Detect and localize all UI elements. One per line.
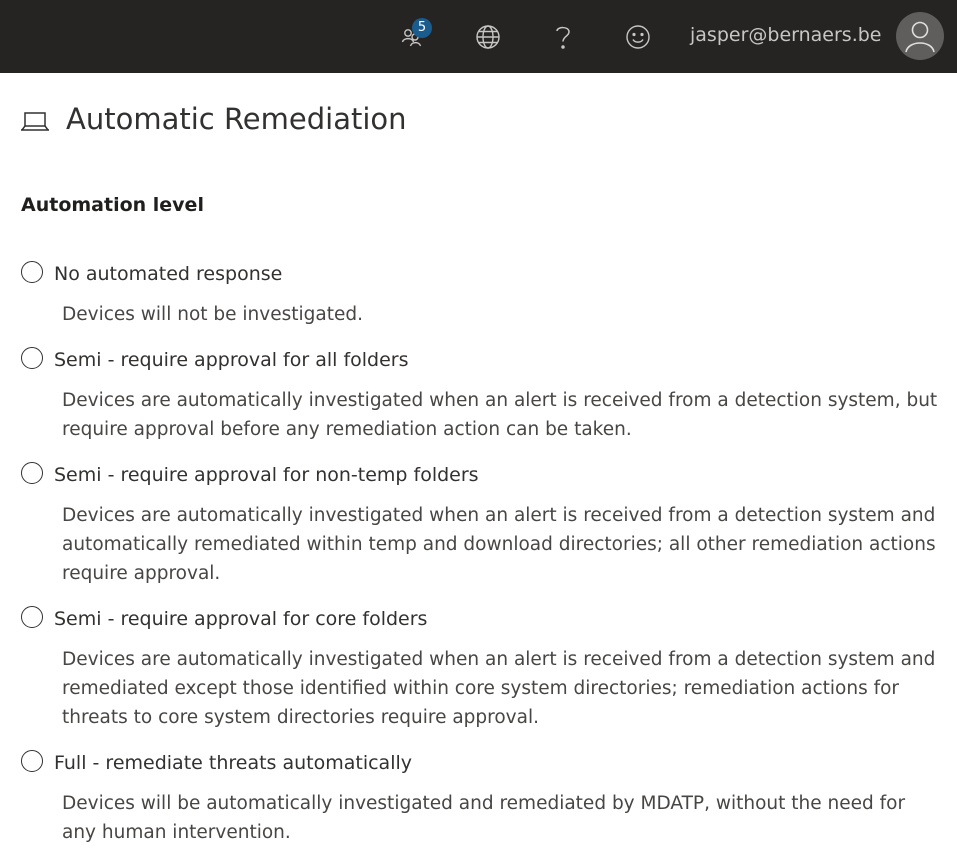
radio-semi-all-folders[interactable] <box>21 347 43 369</box>
notification-count-badge: 5 <box>412 18 432 38</box>
user-email[interactable]: jasper@bernaers.be <box>690 24 882 46</box>
option-label[interactable]: Semi - require approval for all folders <box>54 349 409 371</box>
feedback-smiley-icon <box>625 24 651 50</box>
option-label[interactable]: Semi - require approval for core folders <box>54 608 428 630</box>
option-label[interactable]: Semi - require approval for non-temp folders <box>54 464 479 486</box>
laptop-icon <box>20 110 50 138</box>
help-button[interactable] <box>541 14 585 60</box>
option-description: Devices are automatically investigated when an alert is received from a detection system and remediated except those identified within core system directories; remediation actions for threats to core system directories require approval. <box>62 649 936 728</box>
option-label[interactable]: No automated response <box>54 263 283 285</box>
globe-icon <box>475 24 501 50</box>
top-bar <box>0 0 957 73</box>
option-description: Devices are automatically investigated when an alert is received from a detection system, but require approval before any remediation action can be taken. <box>62 390 938 440</box>
option-description: Devices will not be investigated. <box>62 304 363 325</box>
option-description: Devices are automatically investigated when an alert is received from a detection system and automatically remediated within temp and download directories; all other remediation actions require approval. <box>62 505 936 584</box>
feedback-button[interactable] <box>616 14 660 60</box>
option-description: Devices will be automatically investigated and remediated by MDATP, without the need for any human intervention. <box>62 793 906 843</box>
avatar[interactable] <box>896 12 944 60</box>
radio-no-automated-response[interactable] <box>21 261 43 283</box>
radio-semi-core-folders[interactable] <box>21 606 43 628</box>
radio-full-automatic[interactable] <box>21 750 43 772</box>
automation-level-heading: Automation level <box>21 194 204 216</box>
page-title: Automatic Remediation <box>66 102 407 136</box>
option-label[interactable]: Full - remediate threats automatically <box>54 752 413 774</box>
avatar-icon <box>896 12 944 60</box>
community-button[interactable] <box>390 14 434 60</box>
help-icon <box>552 23 574 51</box>
language-button[interactable] <box>466 14 510 60</box>
radio-semi-non-temp-folders[interactable] <box>21 462 43 484</box>
